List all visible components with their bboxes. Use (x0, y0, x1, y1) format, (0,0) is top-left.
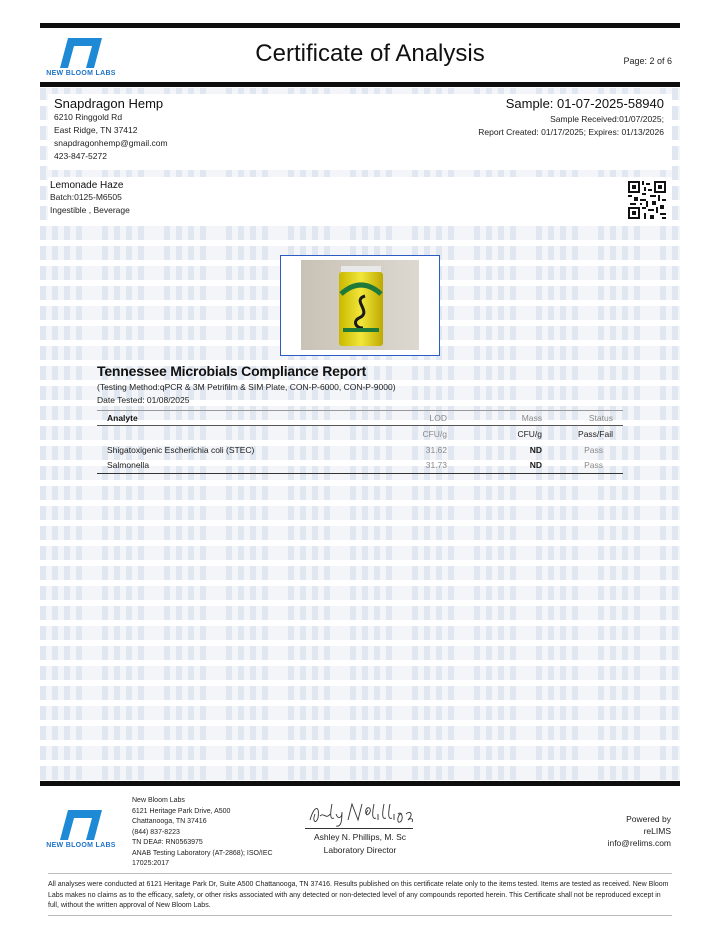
units-mass: CFU/g (517, 428, 542, 439)
lab-address2: Chattanooga, TN 37416 (132, 818, 207, 825)
lab-dea: TN DEA#: RN0563975 (132, 839, 203, 846)
sample-id: Sample: 01-07-2025-58940 (505, 96, 664, 111)
results-table (97, 410, 623, 474)
row-status: Pass (552, 458, 623, 474)
signature-image (306, 800, 418, 828)
disclaimer-divider-bottom (48, 915, 672, 916)
page-number: Page: 2 of 6 (623, 56, 672, 66)
signer-block (280, 831, 440, 857)
footer-rule (40, 781, 680, 786)
powered-by-email: info@relims.com (607, 838, 671, 848)
signature-line (305, 828, 413, 829)
beverage-can-image (281, 256, 438, 354)
qr-code-icon (628, 181, 666, 219)
signer-name: Ashley N. Phillips, M. Sc (313, 832, 407, 842)
units-row (97, 426, 623, 442)
lab-logo-text: NEW BLOOM LABS (46, 70, 116, 77)
client-email: snapdragonhemp@gmail.com (54, 138, 168, 148)
product-batch: Batch:0125-M6505 (50, 192, 122, 202)
table-header-row (97, 411, 623, 426)
product-type: Ingestible , Beverage (50, 205, 130, 215)
footer-lab-logo (48, 808, 114, 849)
testing-method: (Testing Method:qPCR & 3M Petrifilm & SIM Plate, CON-P-6000, CON-P-9000) (97, 382, 396, 392)
lab-logo-icon (56, 808, 106, 840)
units-analyte (97, 426, 397, 442)
client-name: Snapdragon Hemp (54, 96, 164, 111)
client-panel (48, 94, 672, 170)
page-title: Certificate of Analysis (255, 40, 485, 67)
product-panel (48, 177, 672, 223)
powered-by-name: reLIMS (643, 826, 671, 836)
col-lod: LOD (397, 411, 457, 426)
table-row (97, 458, 623, 474)
powered-by-block (608, 813, 671, 849)
footer-logo-text: NEW BLOOM LABS (46, 842, 116, 849)
client-phone: 423-847-5272 (54, 151, 107, 161)
lab-address1: 6121 Heritage Park Drive, A500 (132, 807, 231, 815)
product-photo (280, 255, 440, 356)
row-analyte: Salmonella (97, 458, 397, 474)
lab-contact-block (132, 796, 273, 870)
row-analyte: Shigatoxigenic Escherichia coli (STEC) (107, 444, 255, 455)
powered-by-label: Powered by (626, 814, 671, 824)
disclaimer-text: All analyses were conducted at 6121 Heritage Park Dr, Suite A500 Chattanooga, TN 37416. Results published on this certificate relate only to the items tested. Items are tested as received. New Bloom Labs makes no claims as to the efficacy, safety, or other risks associated with any detected or non-detected level of any compounds reported herein. This Certificate shall not be reproduced except in full, without the written approval of New Bloom Labs. (48, 881, 669, 909)
units-status: Pass/Fail (578, 428, 613, 439)
lab-phone: (844) 837-8223 (132, 828, 180, 836)
top-rule (40, 23, 680, 28)
lab-logo-icon (56, 36, 106, 68)
lab-logo (48, 36, 114, 77)
row-mass: ND (457, 458, 552, 474)
date-tested: Date Tested: 01/08/2025 (97, 395, 190, 405)
units-lod: CFU/g (422, 428, 447, 439)
col-analyte: Analyte (97, 411, 397, 426)
table-row (97, 442, 623, 458)
row-mass: ND (529, 444, 542, 455)
report-title: Tennessee Microbials Compliance Report (97, 363, 367, 379)
client-address-line1: 6210 Ringgold Rd (54, 112, 123, 122)
product-name: Lemonade Haze (50, 180, 124, 191)
disclaimer-divider-top (48, 873, 672, 874)
col-mass: Mass (457, 411, 552, 426)
row-status: Pass (584, 444, 603, 455)
header-rule (40, 82, 680, 87)
row-lod: 31.62 (425, 444, 447, 455)
row-lod: 31.73 (397, 458, 457, 474)
lab-name: New Bloom Labs (132, 797, 185, 804)
lab-anab: ANAB Testing Laboratory (AT-2868); ISO/IEC (132, 849, 273, 857)
client-address-line2: East Ridge, TN 37412 (54, 125, 138, 135)
col-status: Status (552, 411, 623, 426)
lab-iso: 17025:2017 (132, 860, 169, 867)
signer-title: Laboratory Director (323, 845, 397, 855)
sample-received: Sample Received:01/07/2025; (550, 114, 664, 124)
report-created: Report Created: 01/17/2025; Expires: 01/13/2026 (478, 127, 664, 137)
